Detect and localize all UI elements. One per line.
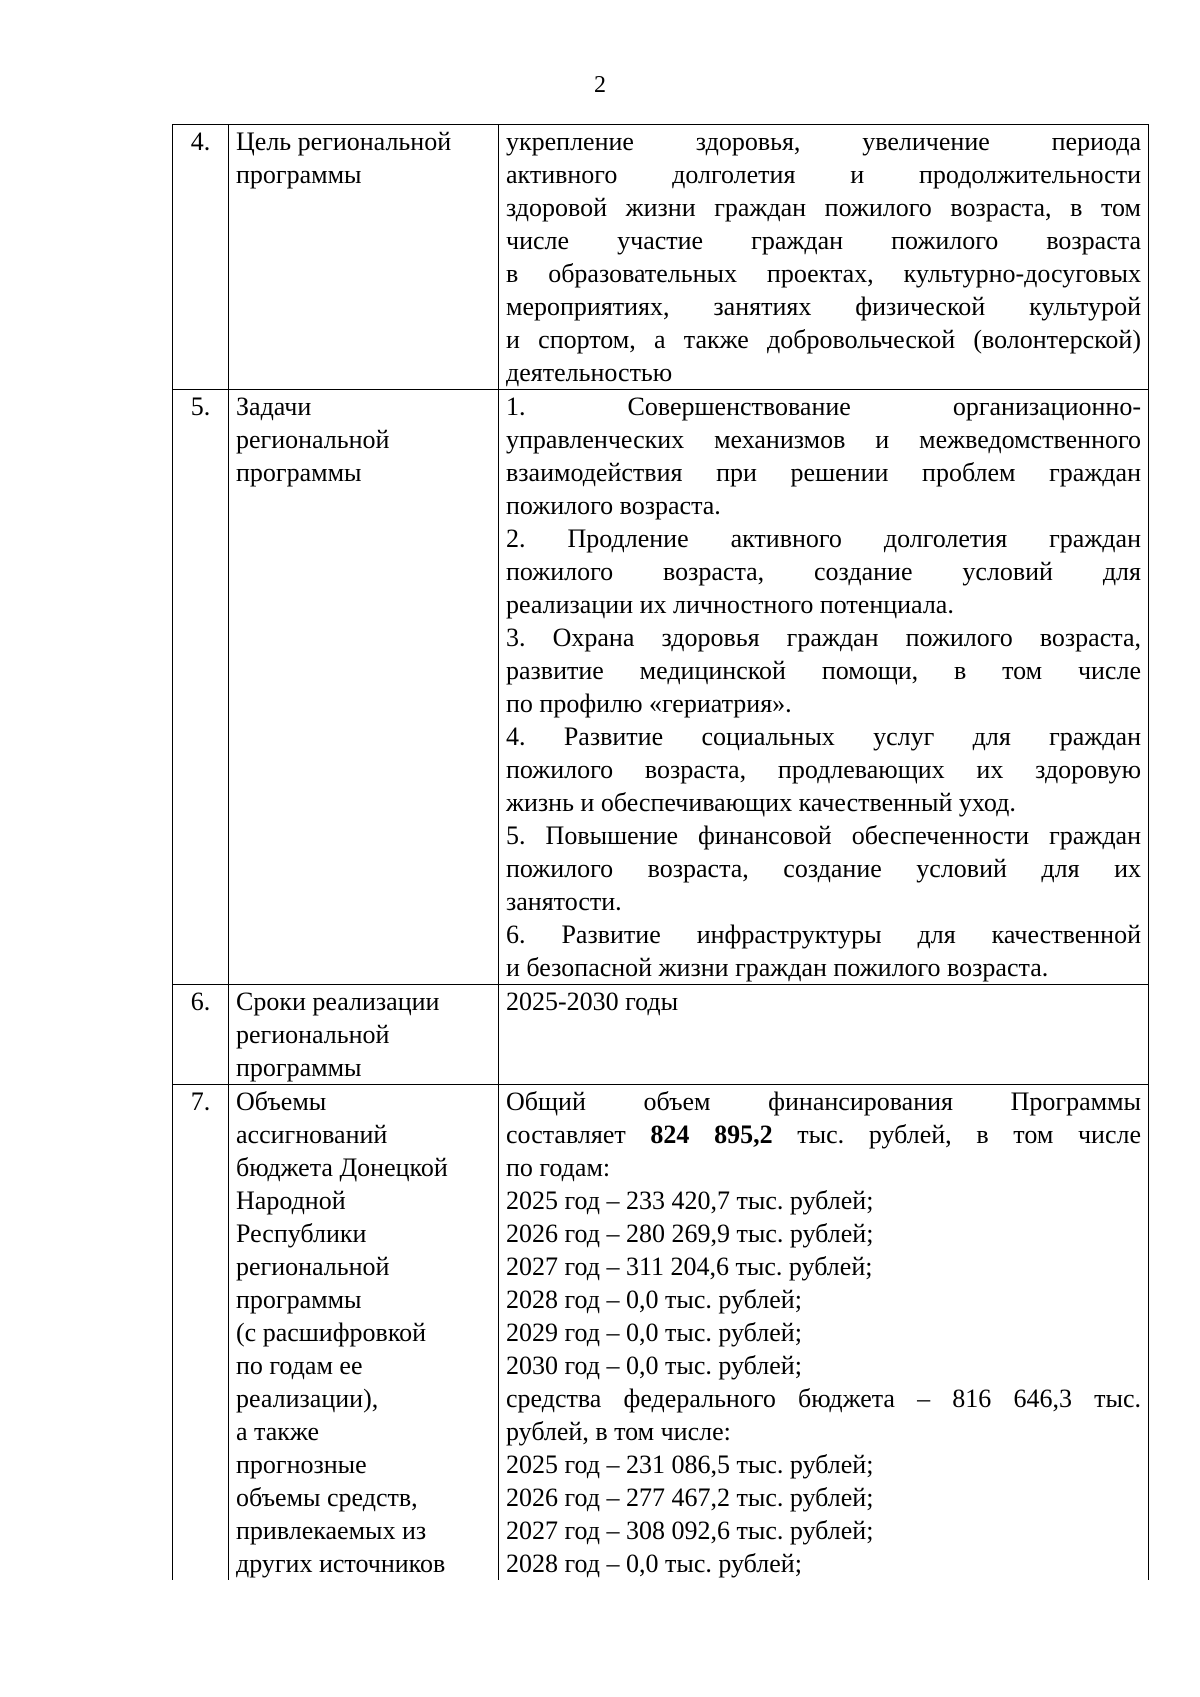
content-line: 4. Развитие социальных услуг для граждан — [506, 722, 1141, 751]
content-line: по профилю «гериатрия». — [506, 689, 792, 718]
title-line: привлекаемых из — [236, 1516, 427, 1545]
content-line: 6. Развитие инфраструктуры для качественной — [506, 920, 1141, 949]
total-intro-line: Общий объем финансирования Программы — [506, 1087, 1141, 1116]
content-line: мероприятиях, занятиях физической культурой — [506, 292, 1141, 321]
title-line: ассигнований — [236, 1120, 388, 1149]
content-line: взаимодействия при решении проблем граждан — [506, 458, 1141, 487]
total-amount-line — [506, 1118, 1141, 1151]
title-line: Народной — [236, 1186, 346, 1215]
title-line: по годам ее — [236, 1351, 363, 1380]
content-line: реализации их личностного потенциала. — [506, 590, 954, 619]
content-line: и безопасной жизни граждан пожилого возраста. — [506, 953, 1049, 982]
content-line: 2029 год – 0,0 тыс. рублей; — [506, 1318, 802, 1347]
title-line: (с расшифровкой — [236, 1318, 427, 1347]
row-title — [229, 985, 499, 1085]
row-content — [499, 1085, 1149, 1581]
total-amount: 824 895,2 — [650, 1120, 773, 1149]
content-line: 2026 год – 280 269,9 тыс. рублей; — [506, 1219, 874, 1248]
content-line: жизнь и обеспечивающих качественный уход. — [506, 788, 1016, 817]
content-line: активного долголетия и продолжительности — [506, 160, 1141, 189]
title-line: бюджета Донецкой — [236, 1153, 448, 1182]
title-line: Задачи — [236, 392, 312, 421]
title-line: региональной — [236, 1020, 390, 1049]
table-row — [173, 390, 1149, 985]
title-line: прогнозные — [236, 1450, 367, 1479]
content-line: деятельностью — [506, 358, 673, 387]
content-line: пожилого возраста, продлевающих их здоровую — [506, 755, 1141, 784]
table-row — [173, 1085, 1149, 1581]
title-line: региональной — [236, 1252, 390, 1281]
title-line: объемы средств, — [236, 1483, 418, 1512]
page-number: 2 — [594, 72, 606, 98]
content-line: рублей, в том числе: — [506, 1417, 731, 1446]
content-line: развитие медицинской помощи, в том числе — [506, 656, 1141, 685]
content-line: здоровой жизни граждан пожилого возраста, в том — [506, 193, 1141, 222]
content-line: 2027 год – 308 092,6 тыс. рублей; — [506, 1516, 874, 1545]
title-line: реализации), — [236, 1384, 379, 1413]
content-line: 1. Совершенствование организационно- — [506, 392, 1141, 421]
title-line: Республики — [236, 1219, 367, 1248]
content-line: по годам: — [506, 1153, 611, 1182]
row-number: 6. — [173, 985, 229, 1085]
total-prefix: составляет — [506, 1120, 626, 1149]
table-row — [173, 125, 1149, 390]
content-line: 3. Охрана здоровья граждан пожилого возраста, — [506, 623, 1141, 652]
title-line: программы — [236, 458, 362, 487]
content-line: 5. Повышение финансовой обеспеченности граждан — [506, 821, 1141, 850]
row-number: 5. — [173, 390, 229, 985]
title-line: программы — [236, 1285, 362, 1314]
content-line: числе участие граждан пожилого возраста — [506, 226, 1141, 255]
program-passport-table — [172, 124, 1149, 1580]
title-line: программы — [236, 1053, 362, 1082]
title-line: Сроки реализации — [236, 987, 440, 1016]
total-suffix: тыс. рублей, в том числе — [797, 1120, 1142, 1149]
title-line: региональной — [236, 425, 390, 454]
row-title — [229, 1085, 499, 1581]
content-line: в образовательных проектах, культурно-досуговых — [506, 259, 1141, 288]
content-line: пожилого возраста, создание условий для — [506, 557, 1141, 586]
content-line: 2027 год – 311 204,6 тыс. рублей; — [506, 1252, 873, 1281]
row-content — [499, 390, 1149, 985]
title-line: Объемы — [236, 1087, 327, 1116]
content-line: управленческих механизмов и межведомственного — [506, 425, 1141, 454]
content-line: пожилого возраста. — [506, 491, 721, 520]
content-line: 2026 год – 277 467,2 тыс. рублей; — [506, 1483, 874, 1512]
content-line: и спортом, а также добровольческой (волонтерской) — [506, 325, 1141, 354]
content-line: пожилого возраста, создание условий для их — [506, 854, 1141, 883]
title-line: а также — [236, 1417, 320, 1446]
content-line: 2028 год – 0,0 тыс. рублей; — [506, 1549, 802, 1578]
content-line: 2. Продление активного долголетия граждан — [506, 524, 1141, 553]
row-content — [499, 985, 1149, 1085]
title-line: программы — [236, 160, 362, 189]
row-title — [229, 390, 499, 985]
content-line: 2025 год – 233 420,7 тыс. рублей; — [506, 1186, 874, 1215]
row-number: 4. — [173, 125, 229, 390]
content-line: 2030 год – 0,0 тыс. рублей; — [506, 1351, 802, 1380]
content-line: 2028 год – 0,0 тыс. рублей; — [506, 1285, 802, 1314]
title-line: Цель региональной — [236, 127, 452, 156]
content-line: средства федерального бюджета – 816 646,3 тыс. — [506, 1384, 1141, 1413]
content-line: 2025 год – 231 086,5 тыс. рублей; — [506, 1450, 874, 1479]
row-number: 7. — [173, 1085, 229, 1581]
content-line: 2025-2030 годы — [506, 987, 679, 1016]
content-line: укрепление здоровья, увеличение периода — [506, 127, 1141, 156]
title-line: других источников — [236, 1549, 446, 1578]
row-title — [229, 125, 499, 390]
row-content — [499, 125, 1149, 390]
content-line: занятости. — [506, 887, 622, 916]
table-row — [173, 985, 1149, 1085]
